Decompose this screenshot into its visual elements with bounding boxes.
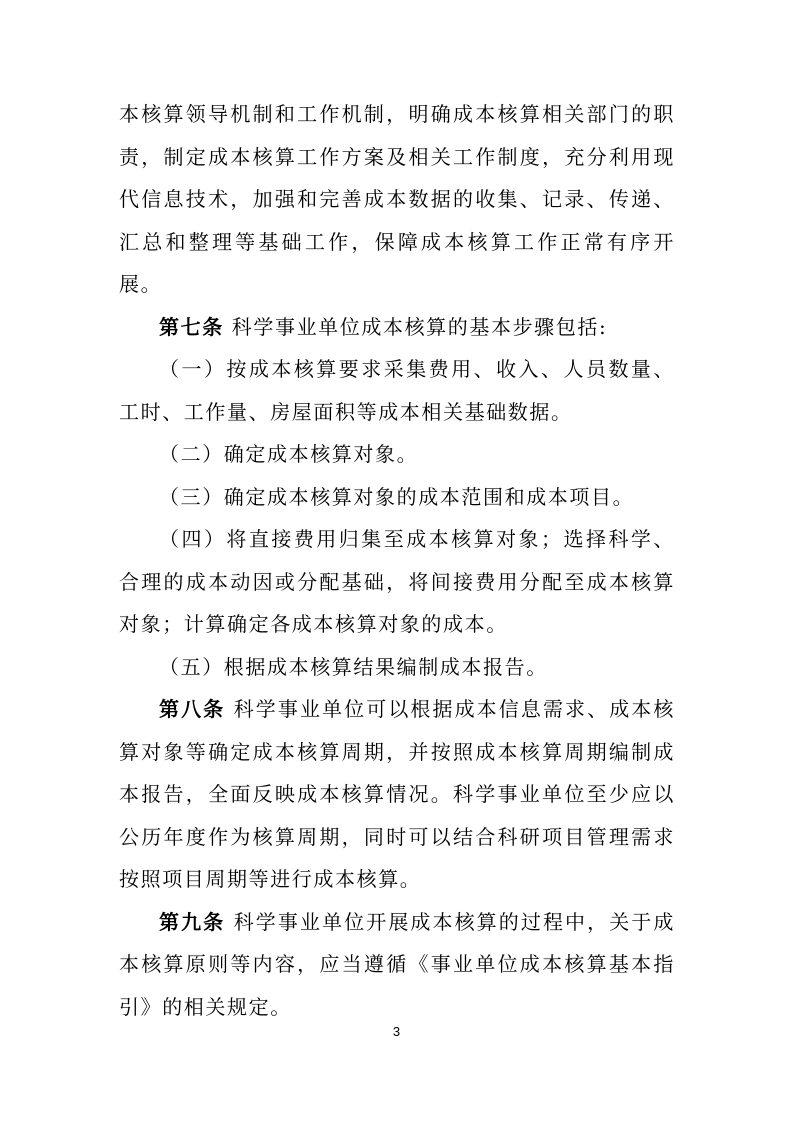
- article-text: 科学事业单位可以根据成本信息需求、成本核算对象等确定成本核算周期，并按照成本核算周期编制成本报告，全面反映成本核算情况。科学事业单位至少应以公历年度作为核算周期，同时可以结合科研项目管理需求按照项目周期等进行成本核算。: [119, 697, 675, 891]
- step-5: （五）根据成本核算结果编制成本报告。: [159, 654, 548, 679]
- step-3: （三）确定成本核算对象的成本范围和成本项目。: [159, 484, 635, 509]
- page-number: 3: [392, 1024, 401, 1039]
- step-2: （二）确定成本核算对象。: [159, 442, 419, 466]
- article-number: 第八条: [159, 697, 226, 721]
- article-8: [119, 688, 675, 901]
- article-7: [119, 306, 675, 349]
- article-text: 科学事业单位开展成本核算的过程中，关于成本核算原则等内容，应当遵循《事业单位成本核算基本指引》的相关规定。: [119, 909, 675, 1019]
- step-4: （四）将直接费用归集至成本核算对象；选择科学、合理的成本动因或分配基础，将间接费用分配至成本核算对象；计算确定各成本核算对象的成本。: [119, 527, 675, 636]
- document-body: [119, 93, 675, 1028]
- paragraph-continuation: 本核算领导机制和工作机制，明确成本核算相关部门的职责，制定成本核算工作方案及相关工作制度，充分利用现代信息技术，加强和完善成本数据的收集、记录、传递、汇总和整理等基础工作，保障成本核算工作正常有序开展。: [119, 102, 675, 296]
- article-number: 第七条: [159, 314, 224, 339]
- step-1: （一）按成本核算要求采集费用、收入、人员数量、工时、工作量、房屋面积等成本相关基础数据。: [119, 357, 675, 424]
- article-number: 第九条: [159, 909, 226, 934]
- article-9: [119, 901, 675, 1029]
- article-text: 科学事业单位成本核算的基本步骤包括:: [231, 314, 608, 339]
